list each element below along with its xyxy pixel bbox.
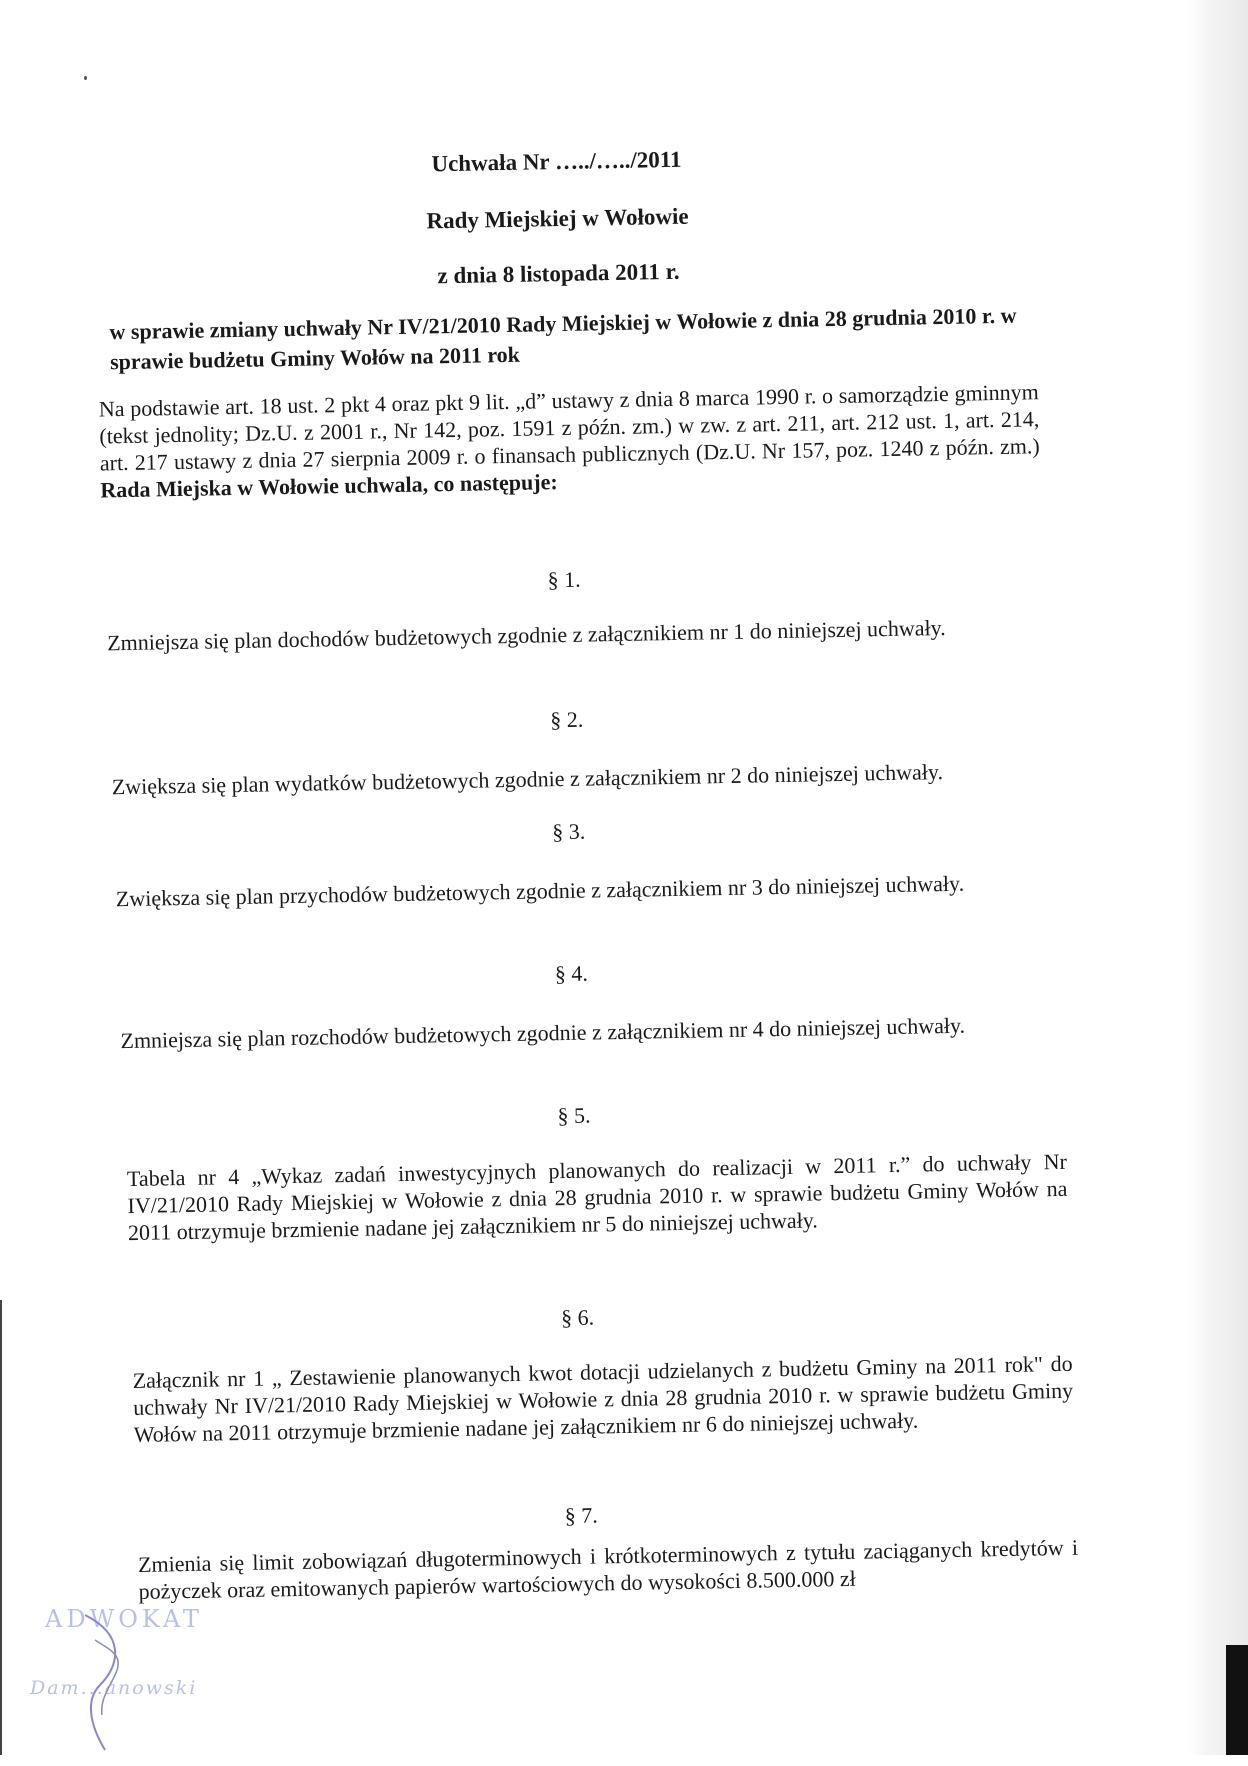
section-text-7: Zmienia się limit zobowiązań długoterminowych i krótkoterminowych z tytułu zaciąganych kredytów i pożyczek oraz emitowanych papierów wartościowych do wysokości 8.500.000 zł: [137, 1534, 1079, 1604]
section-mark-7: § 7.: [564, 1502, 598, 1529]
scan-edge-left: [0, 1300, 2, 1755]
resolution-subject: w sprawie zmiany uchwały Nr IV/21/2010 Rady Miejskiej w Wołowie z dnia 28 grudnia 2010 r. w sprawie budżetu Gminy Wołów na 2011 rok: [109, 302, 1017, 375]
preamble: [99, 378, 1041, 503]
section-mark-3: § 3.: [552, 818, 586, 845]
section-text-3: Zwiększa się plan przychodów budżetowych zgodnie z załącznikiem nr 3 do niniejszej uchwały.: [115, 870, 965, 912]
stamp-name: Dam...anowski: [30, 1677, 198, 1699]
section-text-1: Zmniejsza się plan dochodów budżetowych zgodnie z załącznikiem nr 1 do niniejszej uchwały.: [106, 614, 946, 656]
section-mark-2: § 2.: [549, 706, 584, 733]
section-text-2: Zwiększa się plan wydatków budżetowych zgodnie z załącznikiem nr 2 do niniejszej uchwały.: [111, 759, 944, 800]
section-mark-6: § 6.: [560, 1304, 595, 1331]
lawyer-stamp: [30, 1605, 250, 1755]
section-text-4: Zmniejsza się plan rozchodów budżetowych zgodnie z załącznikiem nr 4 do niniejszej uchwały.: [120, 1012, 966, 1054]
resolution-date: z dnia 8 listopada 2011 r.: [437, 258, 680, 289]
signature-icon: [30, 1605, 250, 1755]
section-mark-5: § 5.: [557, 1102, 591, 1129]
section-mark-4: § 4.: [554, 960, 589, 987]
preamble-text: Na podstawie art. 18 ust. 2 pkt 4 oraz pkt 9 lit. „d” ustawy z dnia 8 marca 1990 r. o samorządzie gminnym (tekst jednolity; Dz.U. z 2001 r., Nr 142, poz. 1591 z późn. zm.) w zw. z art. 211, art. 212 ust. 1, art. 214, art. 217 ustawy z dnia 27 sierpnia 2009 r. o finansach publicznych (Dz.U. Nr 157, poz. 1240 z późn. zm.): [98, 379, 1040, 476]
section-text-5: Tabela nr 4 „Wykaz zadań inwestycyjnych planowanych do realizacji w 2011 r.” do uchwały Nr IV/21/2010 Rady Miejskiej w Wołowie z dnia 28 grudnia 2010 r. w sprawie budżetu Gminy Wołów na 2011 otrzymuje brzmienie nadane jej załącznikiem nr 5 do niniejszej uchwały.: [126, 1148, 1068, 1246]
preamble-bold: Rada Miejska w Wołowie uchwala, co następuje:: [100, 469, 558, 503]
section-mark-1: § 1.: [547, 566, 581, 593]
council-name: Rady Miejskiej w Wołowie: [426, 203, 689, 234]
resolution-number: Uchwała Nr …../…../2011: [431, 146, 682, 177]
stamp-title: ADWOKAT: [45, 1605, 203, 1633]
section-text-6: Załącznik nr 1 „ Zestawienie planowanych kwot dotacji udzielanych z budżetu Gminy na 2011 rok" do uchwały Nr IV/21/2010 Rady Miejskiej w Wołowie z dnia 28 grudnia 2010 r. w sprawie budżetu Gminy Wołów na 2011 otrzymuje brzmienie nadane jej załącznikiem nr 6 do niniejszej uchwały.: [132, 1350, 1074, 1447]
